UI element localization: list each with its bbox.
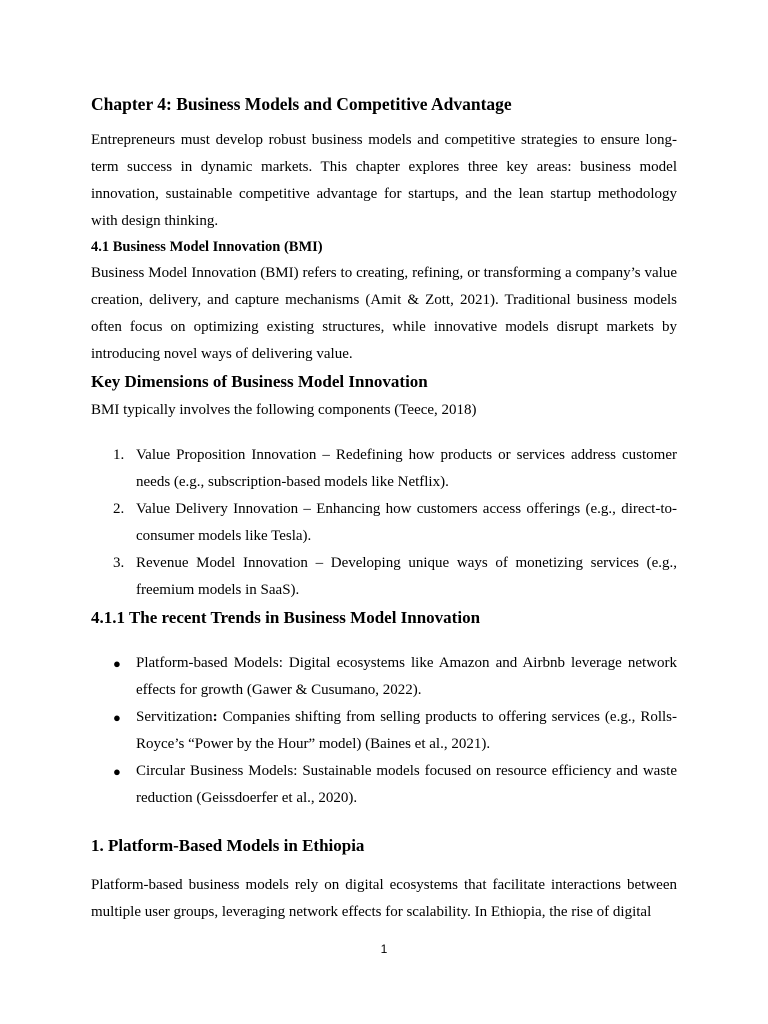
trends-list: [91, 650, 677, 812]
section-4-1-body: Business Model Innovation (BMI) refers to creating, refining, or transforming a company’s value creation, delivery, and capture mechanisms (Amit & Zott, 2021). Traditional business models often focus on optimizing existing structures, while innovative models disrupt markets by introducing novel ways of delivering value.: [91, 265, 677, 362]
list-item-text: Revenue Model Innovation – Developing unique ways of monetizing services (e.g., freemium models in SaaS).: [136, 555, 677, 598]
trend-text: Companies shifting from selling products to offering services (e.g., Rolls-Royce’s “Power by the Hour” model) (Baines et al., 2021).: [136, 709, 678, 752]
bullet-icon: ●: [113, 764, 121, 779]
trend-lead: Servitization: [136, 709, 213, 725]
trend-sep: :: [293, 763, 303, 779]
list-marker: 1.: [113, 447, 125, 463]
list-marker: 2.: [113, 501, 125, 517]
trends-heading: 4.1.1 The recent Trends in Business Model Innovation: [91, 608, 481, 627]
list-item: [91, 650, 677, 704]
list-item: [91, 442, 677, 496]
ethiopia-body: Platform-based business models rely on digital ecosystems that facilitate interactions between multiple user groups, leveraging network effects for scalability. In Ethiopia, the rise of digital: [91, 877, 677, 920]
list-item-text: Value Proposition Innovation – Redefining how products or services address customer needs (e.g., subscription-based models like Netflix).: [136, 447, 677, 490]
list-item: [91, 704, 677, 758]
list-marker: 3.: [113, 555, 125, 571]
trend-sep: :: [278, 655, 289, 671]
page-number: 1: [380, 942, 388, 956]
list-item: [91, 550, 677, 604]
intro-paragraph: Entrepreneurs must develop robust business models and competitive strategies to ensure long-term success in dynamic markets. This chapter explores three key areas: business model innovation, sustainable competitive advantage for startups, and the lean startup methodology with design thinking.: [91, 132, 677, 229]
trend-lead: Circular Business Models: [136, 763, 294, 779]
dimensions-list: [91, 442, 677, 604]
trend-text: Sustainable models focused on resource efficiency and waste reduction (Geissdoerfer et al., 2020).: [136, 763, 677, 806]
trend-lead: Platform-based Models: [136, 655, 279, 671]
section-4-1-heading: 4.1 Business Model Innovation (BMI): [91, 239, 323, 255]
key-dimensions-heading: Key Dimensions of Business Model Innovation: [91, 372, 428, 391]
trend-sep: :: [212, 709, 223, 725]
ethiopia-heading: 1. Platform-Based Models in Ethiopia: [91, 836, 365, 855]
list-item: [91, 496, 677, 550]
key-dimensions-lead: BMI typically involves the following components (Teece, 2018): [91, 402, 477, 418]
chapter-title: Chapter 4: Business Models and Competitive Advantage: [91, 94, 512, 114]
bullet-icon: ●: [113, 710, 121, 725]
bullet-icon: ●: [113, 656, 121, 671]
list-item: [91, 758, 677, 812]
trend-text: Digital ecosystems like Amazon and Airbnb leverage network effects for growth (Gawer & Cusumano, 2022).: [136, 655, 678, 698]
page-content: [91, 91, 677, 926]
list-item-text: Value Delivery Innovation – Enhancing how customers access offerings (e.g., direct-to-consumer models like Tesla).: [136, 501, 677, 544]
